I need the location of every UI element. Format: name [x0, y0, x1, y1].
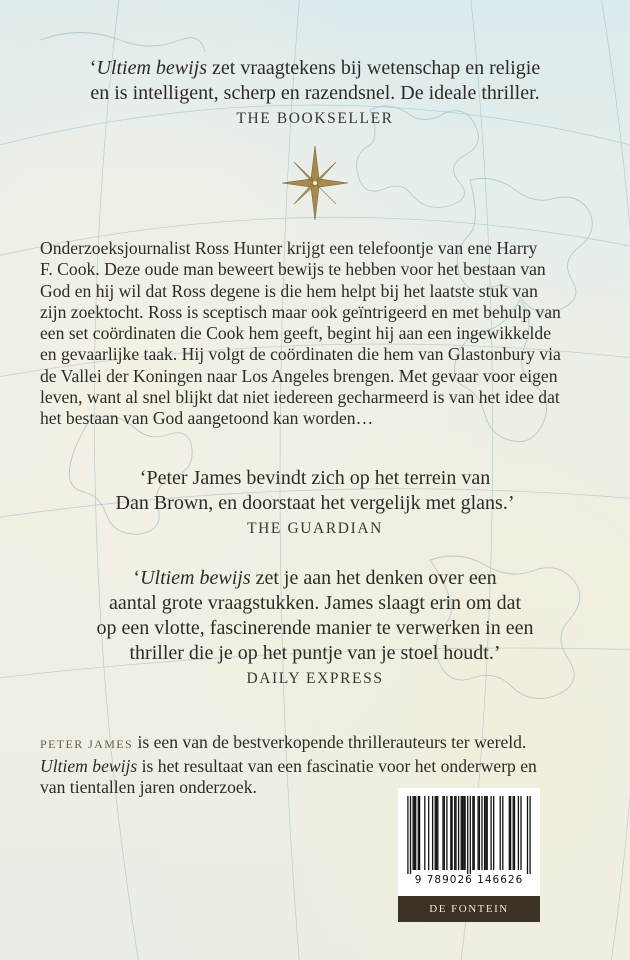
quote-text: op een vlotte, fascinerende manier te verwerken in een — [96, 617, 534, 639]
barcode-bar — [437, 796, 438, 870]
barcode-bar — [462, 796, 463, 870]
barcode-bar — [432, 796, 433, 870]
quote-text: ‘Peter James bevindt zich op het terrein van — [139, 467, 491, 489]
barcode-bar — [458, 796, 459, 870]
synopsis-line: de Vallei der Koningen naar Los Angeles brengen. Met gevaar voor eigen — [40, 365, 558, 386]
barcode-bar — [474, 796, 475, 870]
quote-text: thriller die je op het puntje van je stoel houdt.’ — [129, 642, 501, 664]
isbn-number: 9 789026 146626 — [414, 874, 524, 886]
quote-source: DAILY EXPRESS — [246, 670, 384, 687]
compass-rose-icon — [280, 144, 350, 222]
barcode-bar — [412, 796, 413, 870]
barcode-bar — [520, 796, 521, 870]
barcode-bar — [455, 796, 456, 870]
barcode-bar — [479, 796, 480, 870]
quote-source: THE BOOKSELLER — [236, 110, 394, 127]
barcode-bar — [442, 796, 443, 870]
barcode-bar — [481, 796, 482, 870]
synopsis-line: Onderzoeksjournalist Ross Hunter krijgt een telefoontje van ene Harry — [40, 238, 538, 258]
barcode-bar — [450, 796, 451, 870]
bio-text: van tientallen jaren onderzoek. — [40, 777, 257, 797]
barcode-bar — [451, 796, 452, 870]
barcode-bar — [436, 796, 437, 870]
barcode-bars — [398, 788, 540, 874]
bio-text: is een van de bestverkopende thrillerauteurs ter wereld. — [133, 732, 527, 752]
barcode-bar — [510, 796, 511, 870]
quote-text: Dan Brown, en doorstaat het vergelijk met glans.’ — [115, 492, 515, 514]
barcode-bar — [418, 796, 419, 870]
daily-express-quote: ‘Ultiem bewijs zet je aan het denken over een aantal grote vraagstukken. James slaagt erin om dat op een vlotte, fascinerende manier te verwerken in een thriller die je op het puntje van je stoel houdt.’ DAILY EXPRESS — [0, 566, 630, 688]
quote-book-title: Ultiem bewijs — [140, 567, 251, 589]
barcode-bar — [500, 796, 501, 870]
barcode-bar — [464, 796, 465, 870]
barcode-bar — [484, 796, 485, 870]
barcode-bar — [518, 796, 519, 870]
synopsis-line: God en hij wil dat Ross degene is die hem helpt bij het laatste stuk van — [40, 280, 538, 301]
barcode-bar — [513, 796, 514, 870]
quote-text: en is intelligent, scherp en razendsnel. De ideale thriller. — [90, 82, 540, 104]
synopsis-line: een set coördinaten die Cook hem geeft, begint hij aan een ingewikkelde — [40, 323, 552, 344]
barcode-bar — [410, 796, 411, 874]
synopsis-line: F. Cook. Deze oude man beweert bewijs te hebben voor het bestaan van — [40, 259, 546, 280]
publisher-label: DE FONTEIN — [398, 896, 540, 922]
synopsis-line: leven, want al snel blijkt dat niet iedereen gecharmeerd is van het idee dat — [40, 387, 560, 408]
barcode-bar — [470, 796, 471, 874]
barcode-bar — [424, 796, 425, 870]
bio-text: is het resultaat van een fascinatie voor het onderwerp en — [137, 755, 537, 776]
quote-text: zet je aan het denken over een — [250, 567, 497, 589]
quote-text: zet vraagtekens bij wetenschap en religie — [207, 57, 541, 79]
synopsis-line: zijn zoektocht. Ross is sceptisch maar ook geïntrigeerd en met behulp van — [40, 301, 561, 322]
synopsis — [40, 238, 612, 430]
author-name: PETER JAMES — [40, 737, 134, 751]
barcode-bar — [477, 796, 478, 870]
bookseller-quote: ‘Ultiem bewijs zet vraagtekens bij wetenschap en religie en is intelligent, scherp en razendsnel. De ideale thriller. THE BOOKSELLER — [0, 56, 630, 128]
barcode-bar — [467, 796, 468, 874]
quote-text: aantal grote vraagstukken. James slaagt erin om dat — [108, 592, 522, 614]
barcode-bar — [454, 796, 455, 870]
barcode-bar — [529, 796, 530, 874]
barcode-bar — [487, 796, 488, 870]
quote-book-title: Ultiem bewijs — [96, 57, 208, 79]
barcode-bar — [428, 796, 429, 870]
barcode-bar — [509, 796, 510, 870]
guardian-quote — [0, 466, 630, 538]
synopsis-line: en gevaarlijke taak. Hij volgt de coördinaten die hem van Glastonbury via — [40, 344, 561, 365]
barcode-bar — [490, 796, 491, 870]
bio-book-title: Ultiem bewijs — [40, 755, 138, 776]
synopsis-line: het bestaan van God aangetoond kan worden… — [40, 408, 374, 429]
barcode-bar — [407, 796, 408, 874]
barcode-bar — [493, 796, 494, 870]
barcode-bar — [485, 796, 486, 870]
barcode-bar — [444, 796, 445, 870]
barcode-bar — [419, 796, 420, 870]
barcode-bar — [435, 796, 436, 870]
barcode-bar — [414, 796, 415, 870]
barcode-bar — [472, 796, 473, 870]
barcode-bar — [415, 796, 416, 870]
barcode-bar — [463, 796, 464, 870]
barcode-bar — [461, 796, 462, 870]
barcode-bar — [502, 796, 503, 870]
barcode-bar — [527, 796, 528, 874]
isbn-barcode — [398, 788, 540, 922]
quote-source: THE GUARDIAN — [247, 520, 383, 537]
barcode-bar — [446, 796, 447, 870]
barcode-bar — [514, 796, 515, 870]
